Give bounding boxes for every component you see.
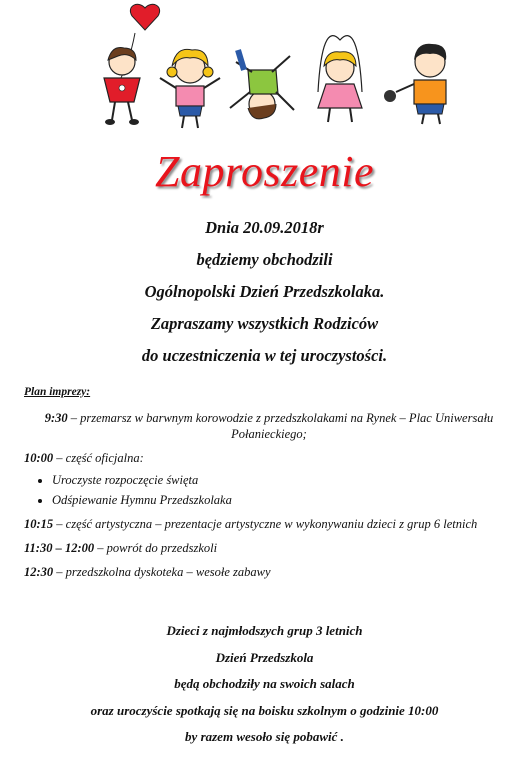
kid-blonde-icon <box>160 49 220 128</box>
kid-with-ball-icon <box>384 44 446 124</box>
plan-item <box>24 564 514 580</box>
official-part-list <box>24 472 514 508</box>
intro-line: Zapraszamy wszystkich Rodziców <box>150 314 379 333</box>
intro-line: Dnia 20.09.2018r <box>205 218 324 237</box>
intro-block <box>0 212 529 372</box>
plan-item-text: – część oficjalna: <box>53 451 144 465</box>
intro-line: Ogólnopolski Dzień Przedszkolaka. <box>144 282 385 301</box>
intro-line: do uczestniczenia w tej uroczystości. <box>141 346 388 365</box>
closing-line: by razem wesoło się pobawić . <box>185 729 344 745</box>
page-title: Zaproszenie <box>155 147 374 196</box>
list-item: • Odśpiewanie Hymnu Przedszkolaka <box>52 492 514 508</box>
plan-item <box>24 410 514 442</box>
closing-line: będą obchodziły na swoich salach <box>174 676 355 692</box>
closing-block <box>0 618 529 751</box>
plan-item-time: 10:00 <box>24 451 54 465</box>
plan-item-text: – przedszkolna dyskoteka – wesołe zabawy <box>53 565 271 579</box>
kid-with-balloon-icon <box>104 4 160 125</box>
plan-item-time: 11:30 – 12:00 <box>24 541 95 555</box>
closing-line: Dzieci z najmłodszych grup 3 letnich <box>166 623 363 638</box>
plan-item-text: – przemarsz w barwnym korowodzie z przedszkolakami na Rynek – Plac Uniwersału Połanieckiego; <box>67 411 494 441</box>
kid-cartwheel-icon <box>230 50 294 119</box>
intro-line: będziemy obchodzili <box>196 250 333 269</box>
plan-item-time: 12:30 <box>24 565 54 579</box>
plan-item <box>24 450 514 466</box>
list-item: • Uroczyste rozpoczęcie święta <box>52 472 514 488</box>
plan-item-text: – powrót do przedszkoli <box>94 541 218 555</box>
plan-item <box>24 516 514 532</box>
event-plan <box>24 384 514 588</box>
plan-item-time: 9:30 <box>44 411 68 425</box>
closing-line: oraz uroczyście spotkają się na boisku szkolnym o godzinie 10:00 <box>90 702 439 718</box>
plan-heading: Plan imprezy: <box>24 386 91 398</box>
kid-jump-rope-icon <box>318 36 362 122</box>
plan-item <box>24 540 514 556</box>
plan-item-time: 10:15 <box>24 517 54 531</box>
children-illustration <box>0 0 529 140</box>
closing-line: Dzień Przedszkola <box>215 649 314 665</box>
plan-item-text: – część artystyczna – prezentacje artystyczne w wykonywaniu dzieci z grup 6 letnich <box>53 517 478 531</box>
